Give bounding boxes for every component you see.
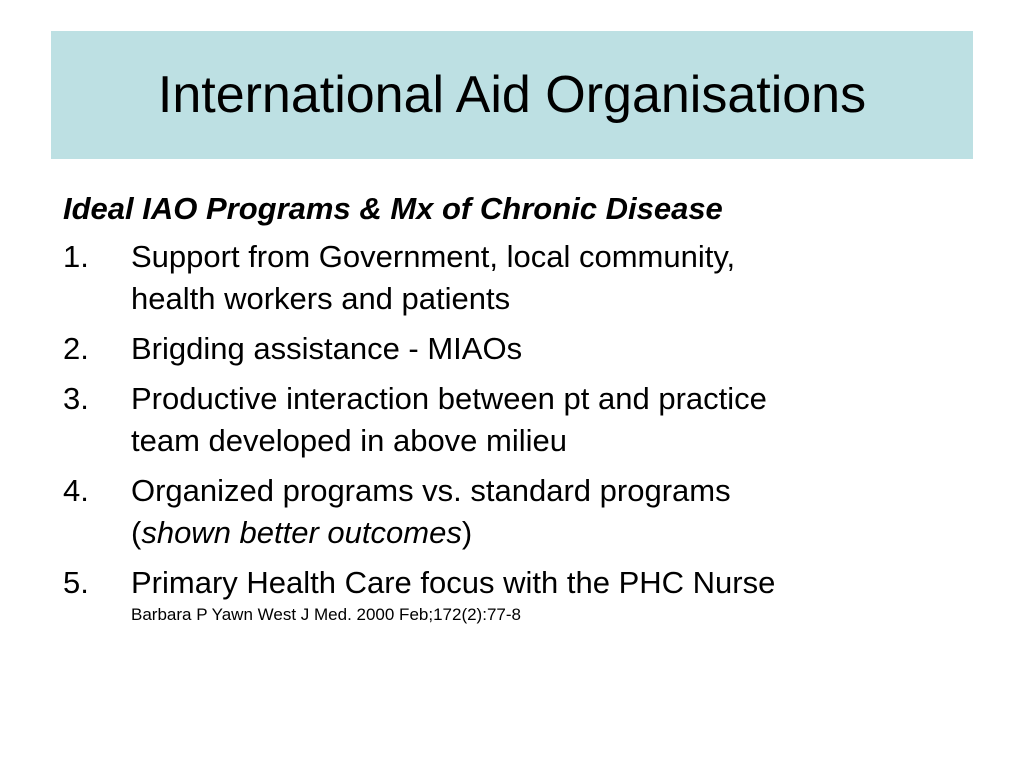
item-number: 3.	[63, 381, 89, 416]
item-text: Primary Health Care focus with the PHC Nurse	[131, 565, 776, 600]
item-text: Productive interaction between pt and practice	[131, 381, 767, 416]
item-text-continued	[131, 512, 983, 554]
item-number: 5.	[63, 565, 89, 600]
list-item	[63, 328, 983, 370]
item-text: Organized programs vs. standard programs	[131, 473, 731, 508]
item-text-continued: health workers and patients	[131, 281, 511, 316]
item-text-continued: team developed in above milieu	[131, 423, 567, 458]
list-item	[63, 470, 983, 554]
item-number: 4.	[63, 473, 89, 508]
title-bar	[51, 31, 973, 159]
citation: Barbara P Yawn West J Med. 2000 Feb;172(2):77-8	[131, 605, 521, 624]
item-number: 1.	[63, 239, 89, 274]
list-item	[63, 378, 983, 462]
item-text: Brigding assistance - MIAOs	[131, 331, 523, 366]
slide-content	[63, 188, 983, 634]
item-text: Support from Government, local community,	[131, 239, 736, 274]
subheading: Ideal IAO Programs & Mx of Chronic Disease	[63, 191, 723, 226]
paren-open: (	[131, 515, 142, 550]
list-item	[63, 562, 983, 626]
slide-title: International Aid Organisations	[157, 66, 867, 124]
italic-note: shown better outcomes	[141, 515, 462, 550]
numbered-list	[63, 236, 983, 626]
item-number: 2.	[63, 331, 89, 366]
paren-close: )	[461, 515, 473, 550]
list-item	[63, 236, 983, 320]
